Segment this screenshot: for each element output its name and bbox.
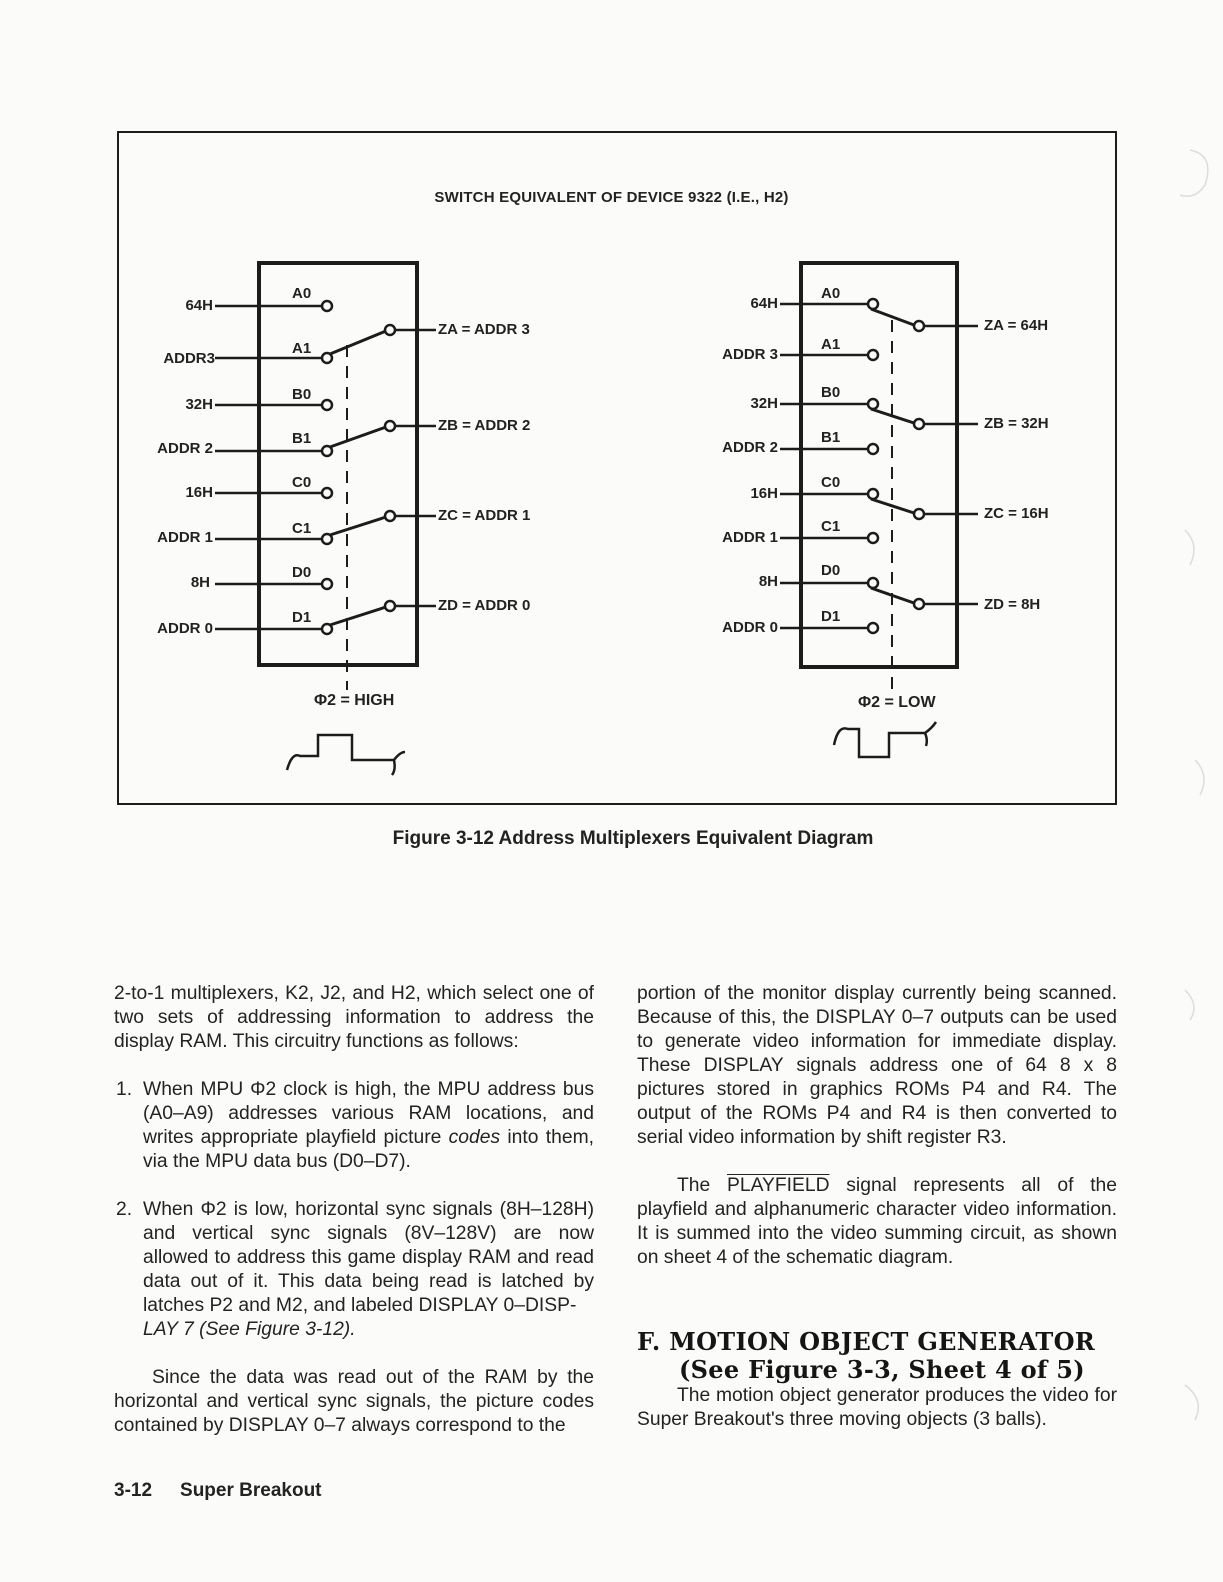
display-paragraph: portion of the monitor display currently being scanned. Because of this, the DISPLAY 0–7 outputs can be used to generate video information for immediate display. These DISPLAY signals address one of 64 8 x 8 pictures stored in graphics ROMs P4 and R4. The output of the ROMs P4 and R4 is then converted to serial video information by shift register R3. [637,983,1117,1148]
list-item-1-text-a: When MPU Φ2 clock is high, the MPU address bus (A0–A9) addresses various RAM locations, and writes appropriate playfield picture [143,1079,594,1148]
left-output-zd: ZD = ADDR 0 [438,597,531,614]
left-pin-b0: B0 [292,386,312,403]
list-item-1 [114,1078,594,1174]
right-output-zb: ZB = 32H [984,415,1049,432]
left-clock-label: Φ2 = HIGH [314,692,395,709]
right-contacts [868,299,924,633]
left-input-addr3: ADDR3 [163,350,215,367]
list-number-1: 1. [116,1079,133,1100]
left-output-zb: ZB = ADDR 2 [438,417,531,434]
right-text-column [637,982,1117,1432]
right-output-zc: ZC = 16H [984,505,1049,522]
list-item-2 [114,1198,594,1342]
right-pin-a1: A1 [821,336,841,353]
left-output-zc: ZC = ADDR 1 [438,507,531,524]
sync-paragraph: Since the data was read out of the RAM by the horizontal and vertical sync signals, the picture codes contained by DISPLAY 0–7 always correspond to the [114,1367,594,1436]
left-input-64h: 64H [185,297,213,314]
left-text-column [114,982,594,1438]
right-input-16h: 16H [750,485,778,502]
right-input-64h: 64H [750,295,778,312]
right-output-za: ZA = 64H [984,317,1049,334]
right-input-addr1: ADDR 1 [722,529,778,546]
left-switch-blades [330,331,386,625]
section-heading-line2: (See Figure 3-3, Sheet 4 of 5) [679,1355,1085,1384]
right-clock-label: Φ2 = LOW [858,694,936,711]
left-pin-c0: C0 [292,474,312,491]
list-number-2: 2. [116,1199,133,1220]
left-pin-a1: A1 [292,340,312,357]
figure-caption: Figure 3-12 Address Multiplexers Equivalent Diagram [392,828,874,849]
right-output-lines [924,326,978,604]
right-pin-c0: C0 [821,474,841,491]
left-clock-waveform [287,735,405,775]
left-pin-d0: D0 [292,564,312,581]
left-input-32h: 32H [185,396,213,413]
right-pin-a0: A0 [821,285,841,302]
left-pin-c1: C1 [292,520,312,537]
codes-emphasis: codes [448,1127,501,1148]
list-item-2-text-b: LAY 7 (See Figure 3-12). [143,1319,356,1340]
binder-marks [1180,150,1208,1420]
diagram-title: SWITCH EQUIVALENT OF DEVICE 9322 (I.E., H2) [434,189,789,206]
left-input-addr0: ADDR 0 [157,620,213,637]
intro-paragraph: 2-to-1 multiplexers, K2, J2, and H2, which select one of two sets of addressing information to address the display RAM. This circuitry functions as follows: [114,983,594,1052]
left-pin-d1: D1 [292,609,312,626]
right-pin-c1: C1 [821,518,841,535]
left-contacts [322,301,395,634]
right-input-addr0: ADDR 0 [722,619,778,636]
right-pin-d0: D0 [821,562,841,579]
motion-object-paragraph: The motion object generator produces the video for Super Breakout's three moving objects (3 balls). [637,1385,1117,1430]
right-clock-waveform [834,722,936,757]
left-pin-a0: A0 [292,285,312,302]
playfield-text-a: The [677,1175,727,1196]
right-input-addr3: ADDR 3 [722,346,778,363]
section-heading-line1: F. MOTION OBJECT GENERATOR [637,1327,1096,1356]
manual-title: Super Breakout [180,1480,322,1501]
playfield-paragraph [637,1174,1117,1270]
left-pin-b1: B1 [292,430,312,447]
playfield-text-b: signal represents all of the playfield and alphanumeric character video information. It is summed into the video summing circuit, as shown on sheet 4 of the schematic diagram. [637,1175,1117,1268]
playfield-signal: PLAYFIELD [727,1175,830,1196]
page-number: 3-12 [114,1480,153,1501]
right-output-zd: ZD = 8H [984,596,1041,613]
left-input-16h: 16H [185,484,213,501]
list-item-2-text-a: When Φ2 is low, horizontal sync signals (8H–128H) and vertical sync signals (8V–128V) are now allowed to address this game display RAM and read data out of it. This data being read is latched by latches P2 and M2, and labeled DISPLAY 0–DISP- [143,1199,594,1316]
left-input-addr1: ADDR 1 [157,529,213,546]
page-footer [114,1480,322,1502]
left-input-8h: 8H [190,574,210,591]
right-pin-b0: B0 [821,384,841,401]
right-input-8h: 8H [758,573,778,590]
left-output-za: ZA = ADDR 3 [438,321,530,338]
list-item-1-text-b: into them, via the MPU data bus (D0–D7). [143,1127,594,1172]
right-chip-box [801,263,957,667]
right-pin-b1: B1 [821,429,841,446]
right-input-addr2: ADDR 2 [722,439,778,456]
right-pin-d1: D1 [821,608,841,625]
right-input-32h: 32H [750,395,778,412]
left-input-addr2: ADDR 2 [157,440,213,457]
section-heading [637,1328,1117,1384]
